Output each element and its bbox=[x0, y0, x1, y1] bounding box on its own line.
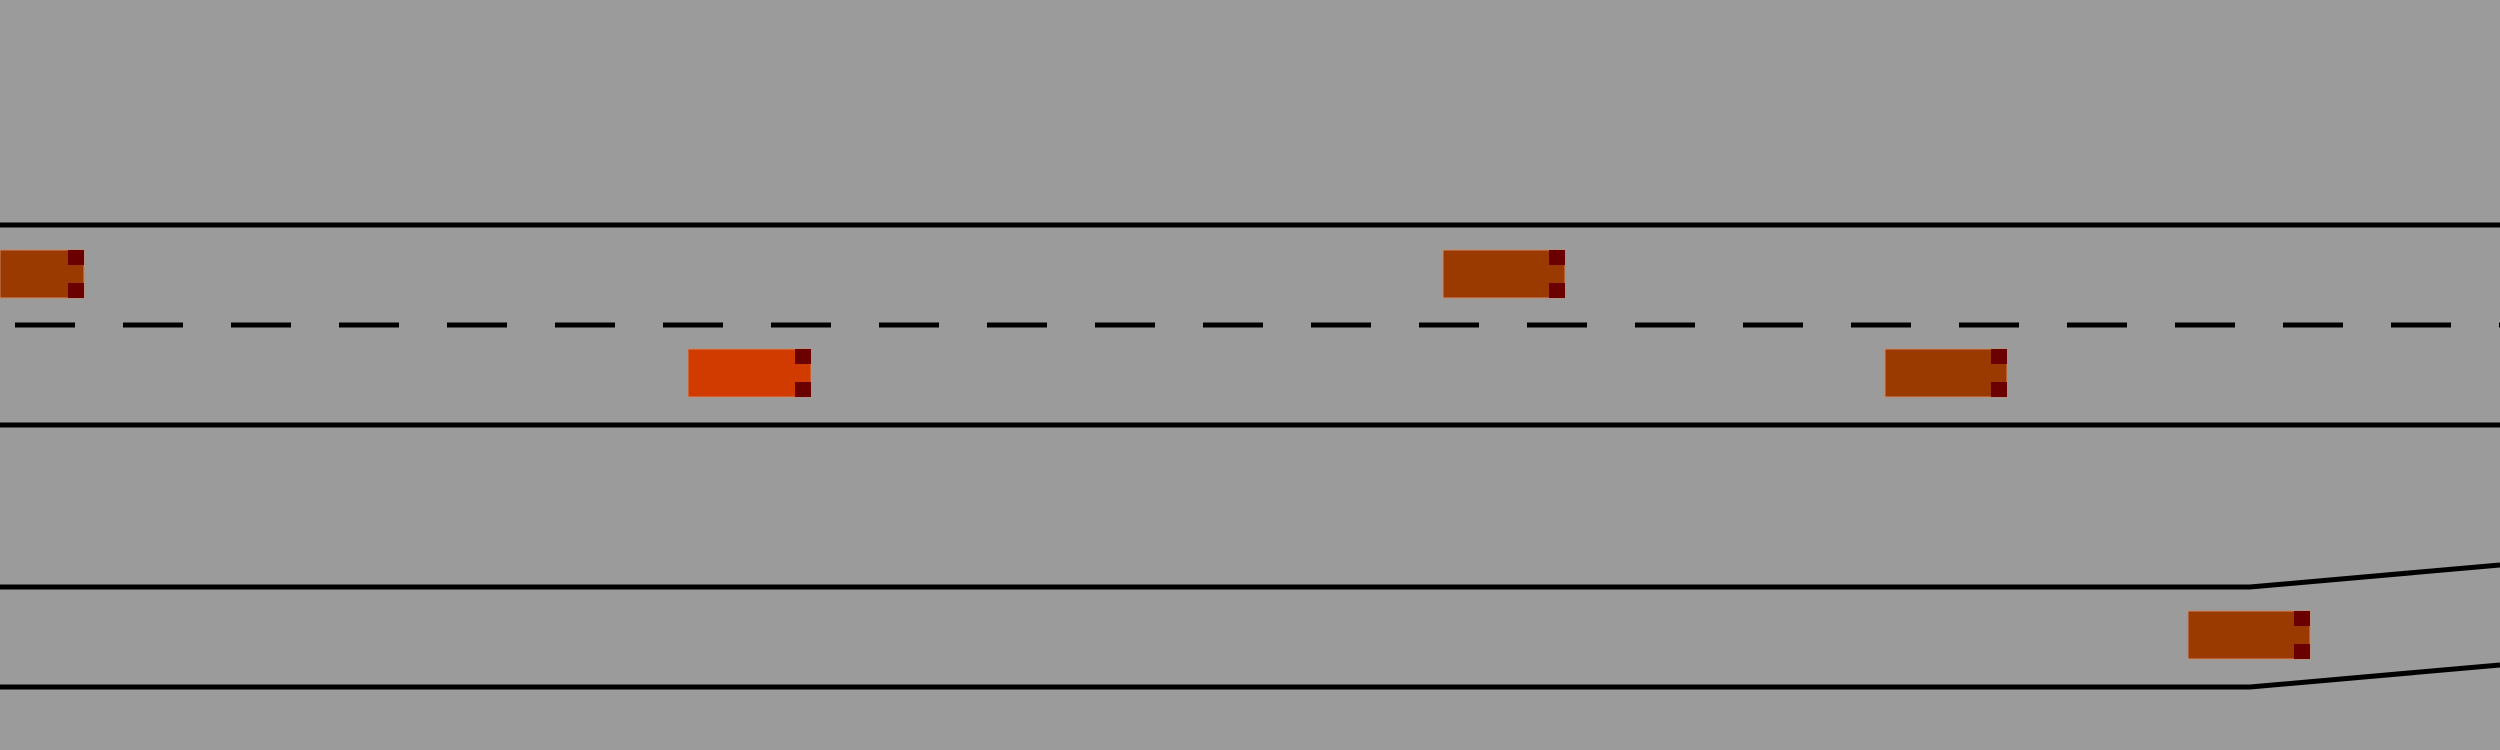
headlight bbox=[1991, 382, 2007, 397]
headlight bbox=[1549, 283, 1565, 298]
vehicle bbox=[1885, 349, 2007, 397]
headlight bbox=[1991, 349, 2007, 364]
vehicle bbox=[1443, 250, 1565, 298]
headlight bbox=[68, 250, 84, 265]
headlight bbox=[795, 382, 811, 397]
vehicle bbox=[2188, 611, 2310, 659]
vehicle bbox=[0, 250, 84, 298]
headlight bbox=[795, 349, 811, 364]
vehicle-body bbox=[688, 349, 811, 397]
vehicle-body bbox=[1885, 349, 2007, 397]
vehicle-body bbox=[1443, 250, 1565, 298]
headlight bbox=[68, 283, 84, 298]
headlight bbox=[2294, 611, 2310, 626]
vehicle-body bbox=[2188, 611, 2310, 659]
ego-vehicle bbox=[688, 349, 811, 397]
headlight bbox=[1549, 250, 1565, 265]
headlight bbox=[2294, 644, 2310, 659]
